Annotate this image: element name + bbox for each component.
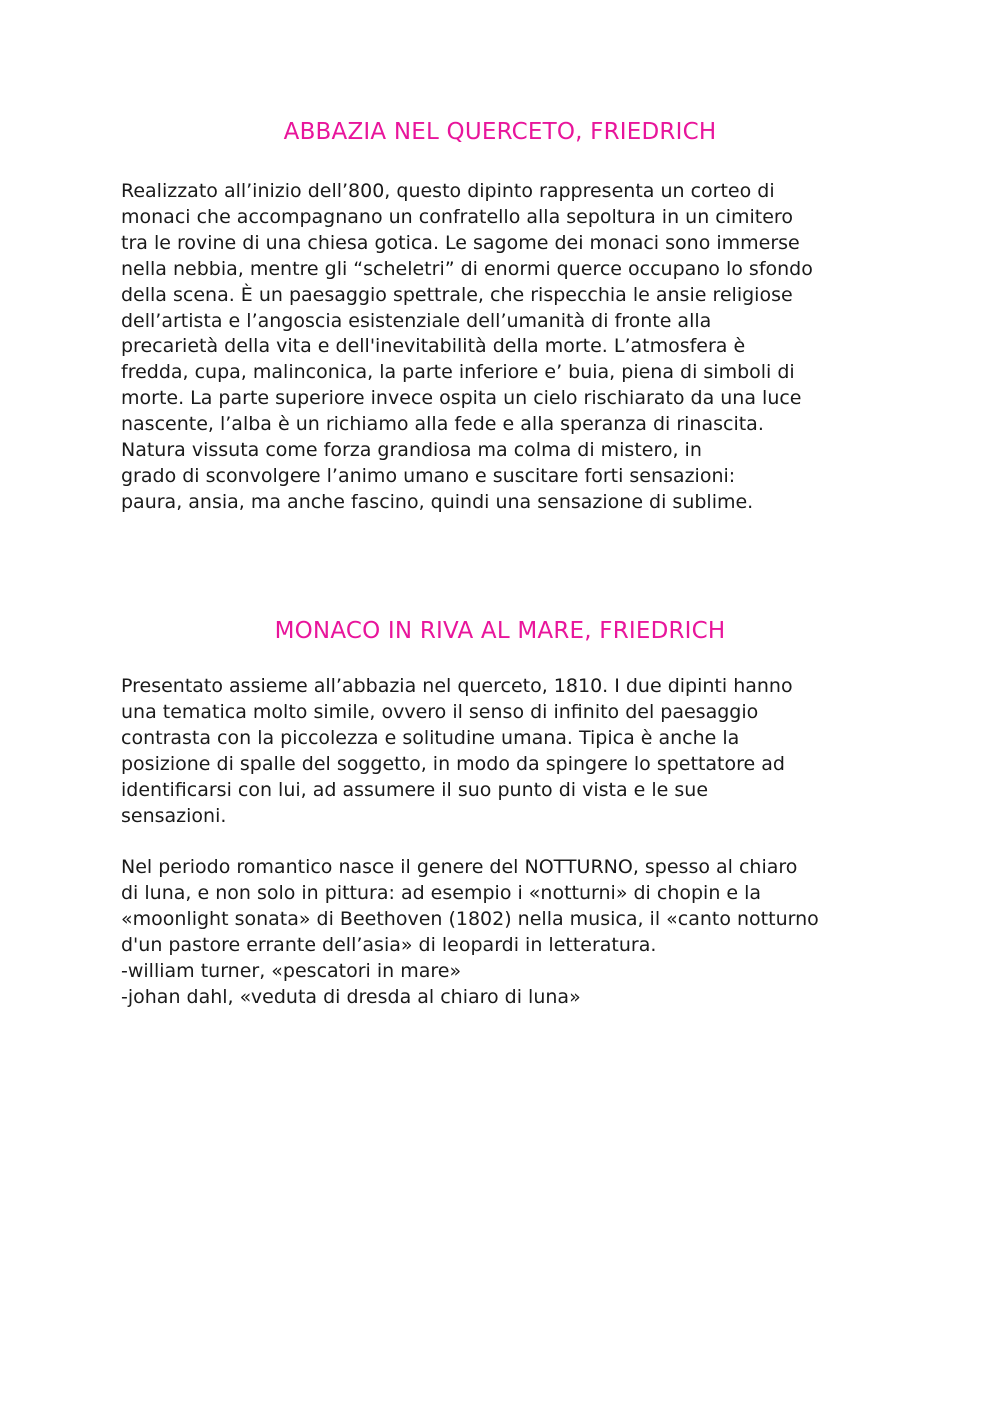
section-title-abbazia: ABBAZIA NEL QUERCETO, FRIEDRICH — [283, 119, 717, 145]
section-title-monaco: MONACO IN RIVA AL MARE, FRIEDRICH — [274, 618, 726, 644]
body-line: Realizzato all’inizio dell’800, questo dipinto rappresenta un corteo di — [121, 180, 775, 202]
body-line: tra le rovine di una chiesa gotica. Le sagome dei monaci sono immerse — [121, 231, 800, 254]
body-line: Presentato assieme all’abbazia nel querceto, 1810. I due dipinti hanno — [121, 675, 793, 697]
body-line: della scena. È un paesaggio spettrale, che rispecchia le ansie religiose — [121, 283, 793, 306]
list-item-turner: -william turner, «pescatori in mare» — [121, 959, 462, 982]
body-line: nascente, l’alba è un richiamo alla fede e alla speranza di rinascita. — [121, 413, 764, 436]
body-line: dell’artista e l’angoscia esistenziale dell’umanità di fronte alla — [121, 309, 712, 332]
body-line: «moonlight sonata» di Beethoven (1802) nella musica, il «canto notturno — [121, 908, 819, 931]
body-line: una tematica molto simile, ovvero il senso di infinito del paesaggio — [121, 700, 759, 723]
body-line: nella nebbia, mentre gli “scheletri” di enormi querce occupano lo sfondo — [121, 257, 813, 280]
body-line: monaci che accompagnano un confratello alla sepoltura in un cimitero — [121, 205, 793, 228]
body-line: contrasta con la piccolezza e solitudine umana. Tipica è anche la — [121, 726, 740, 749]
body-line: paura, ansia, ma anche fascino, quindi una sensazione di sublime. — [121, 490, 754, 513]
paragraph-spacer — [121, 829, 891, 855]
body-line: sensazioni. — [121, 804, 227, 827]
body-line: fredda, cupa, malinconica, la parte inferiore e’ buia, piena di simboli di — [121, 361, 795, 384]
section-body-abbazia — [121, 179, 891, 516]
body-line: grado di sconvolgere l’animo umano e suscitare forti sensazioni: — [121, 464, 736, 487]
section-body-monaco — [121, 674, 891, 1011]
body-line: Natura vissuta come forza grandiosa ma colma di mistero, in — [121, 439, 702, 462]
list-item-dahl: -johan dahl, «veduta di dresda al chiaro di luna» — [121, 985, 581, 1008]
body-line: posizione di spalle del soggetto, in modo da spingere lo spettatore ad — [121, 752, 785, 775]
body-line: Nel periodo romantico nasce il genere del NOTTURNO, spesso al chiaro — [121, 856, 798, 879]
body-line: d'un pastore errante dell’asia» di leopardi in letteratura. — [121, 934, 657, 957]
body-line: precarietà della vita e dell'inevitabilità della morte. L’atmosfera è — [121, 335, 746, 358]
body-line: identificarsi con lui, ad assumere il suo punto di vista e le sue — [121, 778, 709, 801]
body-line: di luna, e non solo in pittura: ad esempio i «notturni» di chopin e la — [121, 882, 762, 905]
body-line: morte. La parte superiore invece ospita un cielo rischiarato da una luce — [121, 387, 802, 410]
